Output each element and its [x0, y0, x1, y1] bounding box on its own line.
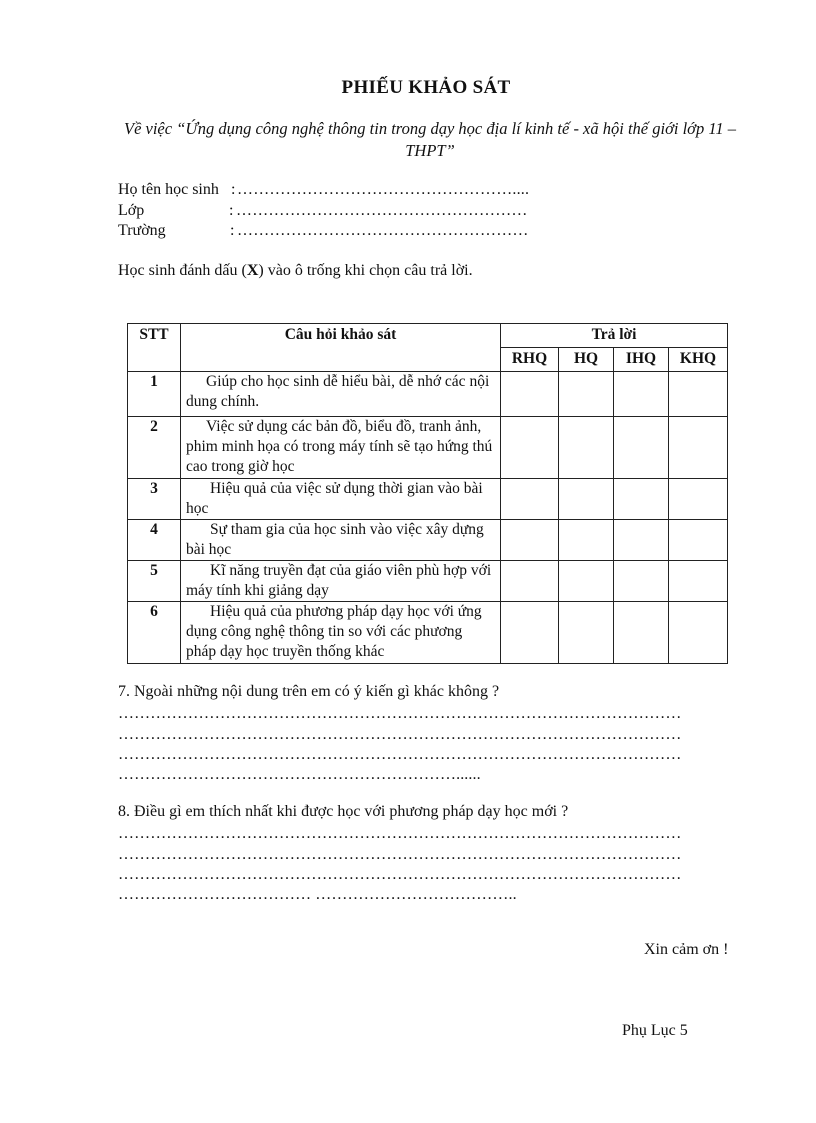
row-stt: 3 [128, 479, 181, 520]
answer-cell-rhq[interactable] [501, 479, 559, 520]
table-row [128, 372, 728, 417]
header-question: Câu hỏi khảo sát [181, 324, 501, 372]
thanks-note: Xin cảm ơn ! [644, 941, 729, 958]
row-question-text: Sự tham gia của học sinh vào việc xây dựng bài học [186, 521, 484, 558]
row-question [181, 479, 501, 520]
table-row [128, 602, 728, 664]
page-subtitle: Về việc “Ứng dụng công nghệ thông tin trong dạy học địa lí kinh tế - xã hội thế giới lớp 11 – THPT” [123, 119, 737, 160]
row-question-text: Giúp cho học sinh dễ hiểu bài, dễ nhớ các nội dung chính. [186, 373, 490, 410]
answer-cell-khq[interactable] [669, 479, 728, 520]
q7-answer-line[interactable]: …………………………………………………………………………………………… [118, 726, 682, 743]
table-header-row [128, 324, 728, 348]
answer-cell-khq[interactable] [669, 520, 728, 561]
question-7: 7. Ngoài những nội dung trên em có ý kiến gì khác không ? [118, 683, 500, 700]
field-colon-school: : [230, 222, 235, 239]
row-question [181, 602, 501, 664]
header-option-hq: HQ [559, 348, 614, 372]
appendix-label: Phụ Lục 5 [622, 1022, 688, 1039]
page-title: PHIẾU KHẢO SÁT [341, 77, 511, 98]
q8-answer-line[interactable]: ……………………………… ……………………………….. [118, 886, 517, 903]
answer-cell-ihq[interactable] [614, 520, 669, 561]
instruction-mark: X [246, 262, 259, 279]
row-stt: 2 [128, 417, 181, 479]
answer-cell-ihq[interactable] [614, 602, 669, 664]
answer-cell-ihq[interactable] [614, 561, 669, 602]
row-question-text: Hiệu quả của phương pháp dạy học với ứng dụng công nghệ thông tin so với các phương pháp dạy học truyền thống khác [186, 603, 482, 660]
instruction-after: ) vào ô trống khi chọn câu trả lời. [258, 262, 473, 279]
q8-answer-line[interactable]: …………………………………………………………………………………………… [118, 866, 682, 883]
field-label-school: Trường [118, 222, 166, 239]
row-stt: 6 [128, 602, 181, 664]
answer-cell-khq[interactable] [669, 372, 728, 417]
table-row [128, 417, 728, 479]
answer-cell-khq[interactable] [669, 561, 728, 602]
row-stt: 4 [128, 520, 181, 561]
question-8: 8. Điều gì em thích nhất khi được học với phương pháp dạy học mới ? [118, 803, 569, 820]
answer-cell-hq[interactable] [559, 417, 614, 479]
field-label-class: Lớp [118, 202, 145, 219]
answer-cell-rhq[interactable] [501, 417, 559, 479]
answer-cell-hq[interactable] [559, 372, 614, 417]
table-row [128, 479, 728, 520]
row-question [181, 561, 501, 602]
answer-cell-rhq[interactable] [501, 602, 559, 664]
header-option-ihq: IHQ [614, 348, 669, 372]
field-label-name: Họ tên học sinh [118, 181, 219, 198]
row-question [181, 520, 501, 561]
answer-cell-hq[interactable] [559, 602, 614, 664]
header-option-rhq: RHQ [501, 348, 559, 372]
q7-answer-line[interactable]: ………………………………………………………...... [118, 766, 481, 783]
field-colon-class: : [229, 202, 234, 219]
instruction-before: Học sinh đánh dấu ( [118, 262, 247, 279]
header-answer: Trả lời [501, 324, 728, 348]
answer-cell-hq[interactable] [559, 561, 614, 602]
field-dots-class[interactable]: ……………………………………………… [236, 202, 528, 219]
header-option-khq: KHQ [669, 348, 728, 372]
answer-cell-hq[interactable] [559, 520, 614, 561]
field-dots-school[interactable]: ……………………………………………… [237, 222, 529, 239]
answer-cell-khq[interactable] [669, 417, 728, 479]
answer-cell-rhq[interactable] [501, 561, 559, 602]
table-row [128, 520, 728, 561]
row-stt: 5 [128, 561, 181, 602]
answer-cell-khq[interactable] [669, 602, 728, 664]
answer-cell-hq[interactable] [559, 479, 614, 520]
field-colon-name: : [231, 181, 236, 198]
row-question [181, 417, 501, 479]
q8-answer-line[interactable]: …………………………………………………………………………………………… [118, 846, 682, 863]
q7-answer-line[interactable]: …………………………………………………………………………………………… [118, 705, 682, 722]
row-question-text: Hiệu quả của việc sử dụng thời gian vào bài học [186, 480, 483, 517]
q8-answer-line[interactable]: …………………………………………………………………………………………… [118, 825, 682, 842]
answer-cell-rhq[interactable] [501, 520, 559, 561]
header-stt: STT [128, 324, 181, 372]
instruction [118, 262, 473, 280]
q7-answer-line[interactable]: …………………………………………………………………………………………… [118, 746, 682, 763]
row-question-text: Việc sử dụng các bản đồ, biểu đồ, tranh ảnh, phim minh họa có trong máy tính sẽ tạo hứng thú cao trong giờ học [186, 418, 493, 475]
row-question-text: Kĩ năng truyền đạt của giáo viên phù hợp với máy tính khi giảng dạy [186, 562, 492, 599]
answer-cell-ihq[interactable] [614, 372, 669, 417]
answer-cell-ihq[interactable] [614, 479, 669, 520]
row-question [181, 372, 501, 417]
survey-table [127, 323, 728, 664]
answer-cell-ihq[interactable] [614, 417, 669, 479]
table-row [128, 561, 728, 602]
answer-cell-rhq[interactable] [501, 372, 559, 417]
field-dots-name[interactable]: …………………………………………….... [237, 181, 530, 198]
row-stt: 1 [128, 372, 181, 417]
